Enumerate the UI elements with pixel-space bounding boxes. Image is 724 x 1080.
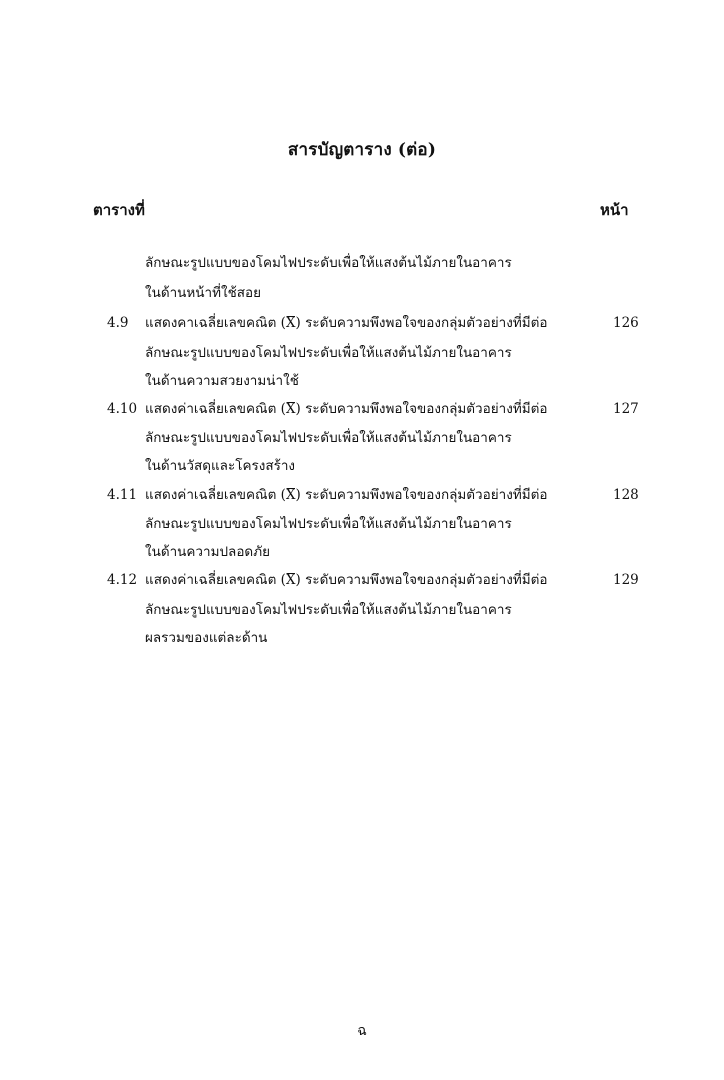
entry-line — [145, 571, 548, 589]
entry-page-number: 126 — [613, 315, 639, 331]
entry-text-lead: แสดงค่าเฉลี่ยเลขคณิต ( — [145, 401, 286, 417]
entry-text-tail: ) ระดับความพึงพอใจของกลุ่มตัวอย่างที่มีต่อ — [295, 315, 548, 331]
entry-text-tail: ) ระดับความพึงพอใจของกลุ่มตัวอย่างที่มีต่อ — [295, 572, 548, 588]
entry-text-lead: แสดงค่าเฉลี่ยเลขคณิต ( — [145, 572, 286, 588]
entry-line: ผลรวมของแต่ละด้าน — [145, 630, 268, 646]
table-column-header: ตารางที่ — [93, 201, 145, 219]
entry-number: 4.12 — [107, 572, 138, 588]
entry-line — [145, 400, 548, 418]
entry-text-tail: ) ระดับความพึงพอใจของกลุ่มตัวอย่างที่มีต่อ — [295, 401, 548, 417]
entry-line: ลักษณะรูปแบบของโคมไฟประดับเพื่อให้แสงต้นไม้ภายในอาคาร — [145, 516, 512, 532]
mean-symbol: X — [285, 401, 296, 417]
mean-symbol: X — [285, 315, 296, 331]
page-column-header: หน้า — [600, 201, 629, 219]
page-number-footer: ฉ — [357, 1023, 367, 1039]
entry-number: 4.10 — [107, 401, 138, 417]
entry-line: ในด้านความปลอดภัย — [145, 544, 271, 560]
entry-number: 4.11 — [107, 487, 138, 503]
entry-number: 4.9 — [107, 315, 129, 331]
continuation-line: ลักษณะรูปแบบของโคมไฟประดับเพื่อให้แสงต้นไม้ภายในอาคาร — [145, 255, 512, 271]
page-title: สารบัญตาราง (ต่อ) — [287, 140, 437, 160]
entry-page-number: 127 — [613, 401, 639, 417]
entry-line — [145, 314, 548, 332]
mean-symbol: X — [285, 572, 296, 588]
entry-line: ลักษณะรูปแบบของโคมไฟประดับเพื่อให้แสงต้นไม้ภายในอาคาร — [145, 430, 512, 446]
entry-text-tail: ) ระดับความพึงพอใจของกลุ่มตัวอย่างที่มีต่อ — [295, 487, 548, 503]
entry-line — [145, 486, 548, 504]
entry-text-lead: แสดงคาเฉลี่ยเลขคณิต ( — [145, 315, 286, 331]
entry-page-number: 129 — [613, 572, 639, 588]
entry-line: ในด้านความสวยงามน่าใช้ — [145, 373, 299, 389]
continuation-line: ในด้านหน้าที่ใช้สอย — [145, 285, 262, 301]
entry-line: ในด้านวัสดุและโครงสร้าง — [145, 458, 295, 474]
entry-line: ลักษณะรูปแบบของโคมไฟประดับเพื่อให้แสงต้นไม้ภายในอาคาร — [145, 602, 512, 618]
entry-text-lead: แสดงค่าเฉลี่ยเลขคณิต ( — [145, 487, 286, 503]
entry-page-number: 128 — [613, 487, 639, 503]
entry-line: ลักษณะรูปแบบของโคมไฟประดับเพื่อให้แสงต้นไม้ภายในอาคาร — [145, 345, 512, 361]
mean-symbol: X — [285, 487, 296, 503]
